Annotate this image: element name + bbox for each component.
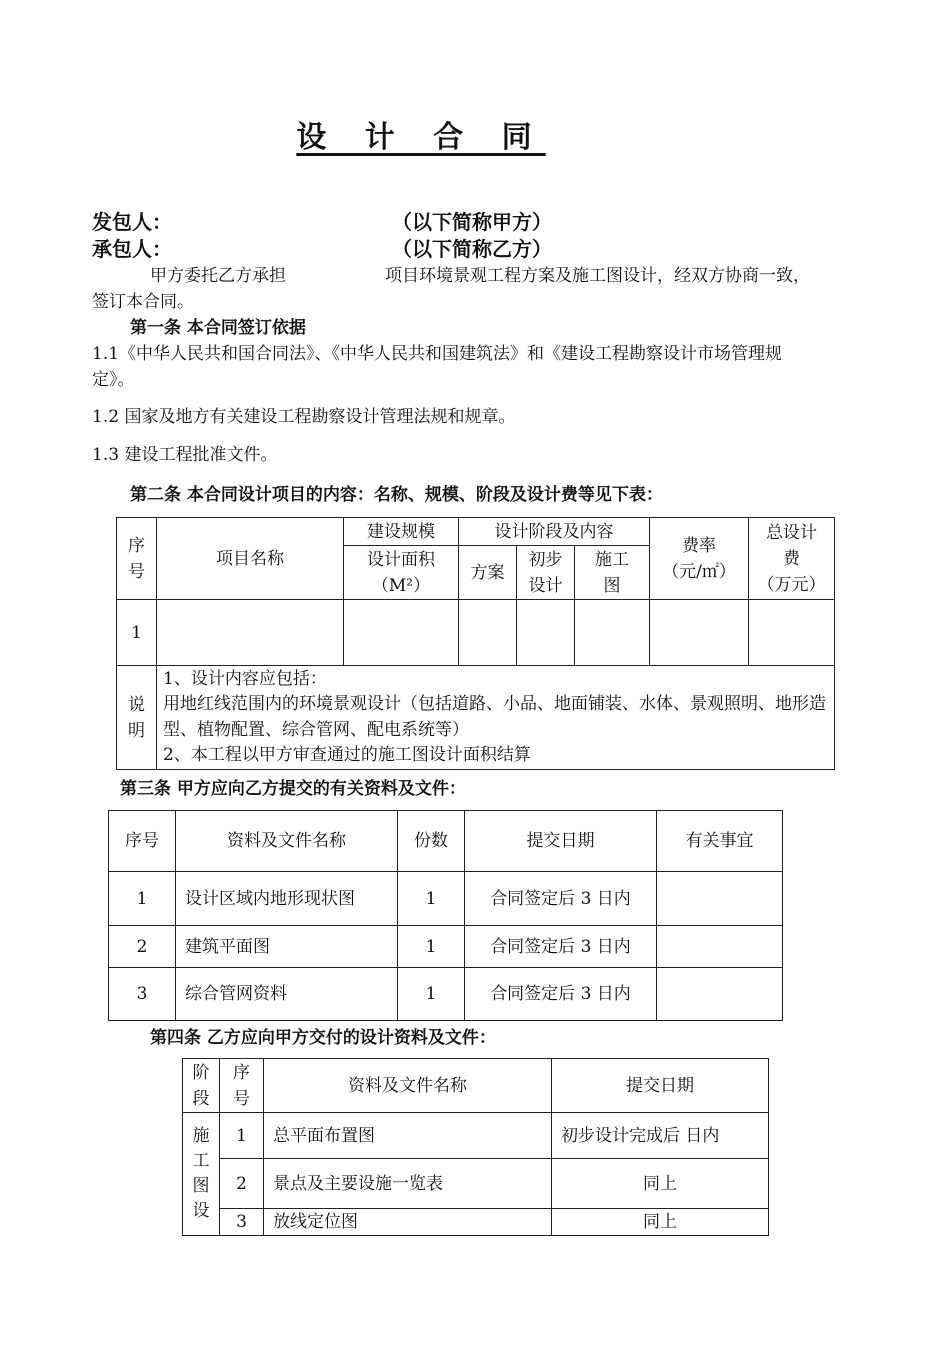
article1-item1-line1: 1.1《中华人民共和国合同法》、《中华人民共和国建筑法》和《建设工程勘察设计市场管理规 (92, 344, 783, 364)
table-row (109, 968, 783, 1021)
contractor-alias: （以下简称乙方） (392, 237, 552, 261)
article4-heading: 第四条 乙方应向甲方交付的设计资料及文件： (150, 1028, 496, 1048)
header-doc-name: 资料及文件名称 (176, 811, 398, 872)
row-notes (657, 968, 783, 1021)
design-items-table (116, 517, 835, 770)
header-date: 提交日期 (552, 1059, 769, 1113)
article1-item2: 1.2 国家及地方有关建设工程勘察设计管理法规和规章。 (92, 407, 516, 427)
row-copies: 1 (398, 926, 465, 968)
header-seq: 序 号 (117, 518, 157, 600)
row-seq: 3 (220, 1209, 264, 1236)
row-seq: 1 (117, 600, 157, 666)
row-seq: 2 (220, 1159, 264, 1209)
cell-empty (749, 600, 835, 666)
table-row (109, 926, 783, 968)
intro-part1: 甲方委托乙方承担 (150, 266, 286, 286)
row-doc-name: 设计区域内地形现状图 (176, 872, 398, 926)
row-copies: 1 (398, 968, 465, 1021)
header-area: 设计面积 （M²） (344, 546, 459, 600)
row-doc-name: 总平面布置图 (264, 1113, 552, 1159)
header-seq: 序号 (109, 811, 176, 872)
header-date: 提交日期 (465, 811, 657, 872)
header-seq: 序 号 (220, 1059, 264, 1113)
row-doc-name: 放线定位图 (264, 1209, 552, 1236)
table-row (109, 872, 783, 926)
header-doc-name: 资料及文件名称 (264, 1059, 552, 1113)
header-stage: 设计阶段及内容 (459, 518, 650, 546)
row-copies: 1 (398, 872, 465, 926)
cell-empty (344, 600, 459, 666)
header-notes: 有关事宜 (657, 811, 783, 872)
row-date: 合同签定后 3 日内 (465, 872, 657, 926)
cell-empty (459, 600, 517, 666)
table-row (183, 1209, 769, 1236)
article1-item1-line2: 定》。 (92, 370, 135, 390)
row-seq: 2 (109, 926, 176, 968)
employer-label: 发包人： (92, 210, 172, 234)
note-text: 1、设计内容应包括： 用地红线范围内的环境景观设计（包括道路、小品、地面铺装、水体、景观照明、地形造型、植物配置、综合管网、配电系统等） 2、本工程以甲方审查通过的施工图设计面积结算 (157, 666, 835, 770)
deliverables-table (182, 1058, 769, 1236)
row-date: 合同签定后 3 日内 (465, 926, 657, 968)
header-copies: 份数 (398, 811, 465, 872)
article1-item3: 1.3 建设工程批准文件。 (92, 445, 278, 465)
stage-label: 施 工 图 设 (183, 1113, 220, 1236)
document-title: 设 计 合 同 (296, 120, 546, 155)
header-rate: 费率 （元/㎡） (650, 518, 749, 600)
article1-heading: 第一条 本合同签订依据 (130, 318, 306, 338)
note-label: 说 明 (117, 666, 157, 770)
row-doc-name: 建筑平面图 (176, 926, 398, 968)
table-row (183, 1159, 769, 1209)
row-notes (657, 926, 783, 968)
intro-part2: 项目环境景观工程方案及施工图设计，经双方协商一致， (385, 266, 810, 286)
row-date: 初步设计完成后 日内 (552, 1113, 769, 1159)
row-doc-name: 综合管网资料 (176, 968, 398, 1021)
intro-line2: 签订本合同。 (92, 292, 194, 312)
header-prelim: 初步 设计 (517, 546, 575, 600)
row-seq: 1 (109, 872, 176, 926)
header-total: 总设计 费 （万元） (749, 518, 835, 600)
contractor-label: 承包人： (92, 237, 172, 261)
cell-empty (517, 600, 575, 666)
header-project-name: 项目名称 (157, 518, 344, 600)
row-seq: 1 (220, 1113, 264, 1159)
row-seq: 3 (109, 968, 176, 1021)
cell-empty (650, 600, 749, 666)
table-row (183, 1113, 769, 1159)
row-date: 同上 (552, 1159, 769, 1209)
header-scheme: 方案 (459, 546, 517, 600)
header-scale: 建设规模 (344, 518, 459, 546)
employer-alias: （以下简称甲方） (392, 210, 552, 234)
client-materials-table (108, 810, 783, 1021)
article2-heading: 第二条 本合同设计项目的内容：名称、规模、阶段及设计费等见下表： (130, 485, 663, 505)
row-doc-name: 景点及主要设施一览表 (264, 1159, 552, 1209)
header-construction: 施工 图 (575, 546, 650, 600)
row-notes (657, 872, 783, 926)
row-date: 同上 (552, 1209, 769, 1236)
cell-empty (575, 600, 650, 666)
table-row (117, 600, 835, 666)
row-date: 合同签定后 3 日内 (465, 968, 657, 1021)
header-stage: 阶 段 (183, 1059, 220, 1113)
cell-empty (157, 600, 344, 666)
article3-heading: 第三条 甲方应向乙方提交的有关资料及文件： (120, 779, 466, 799)
